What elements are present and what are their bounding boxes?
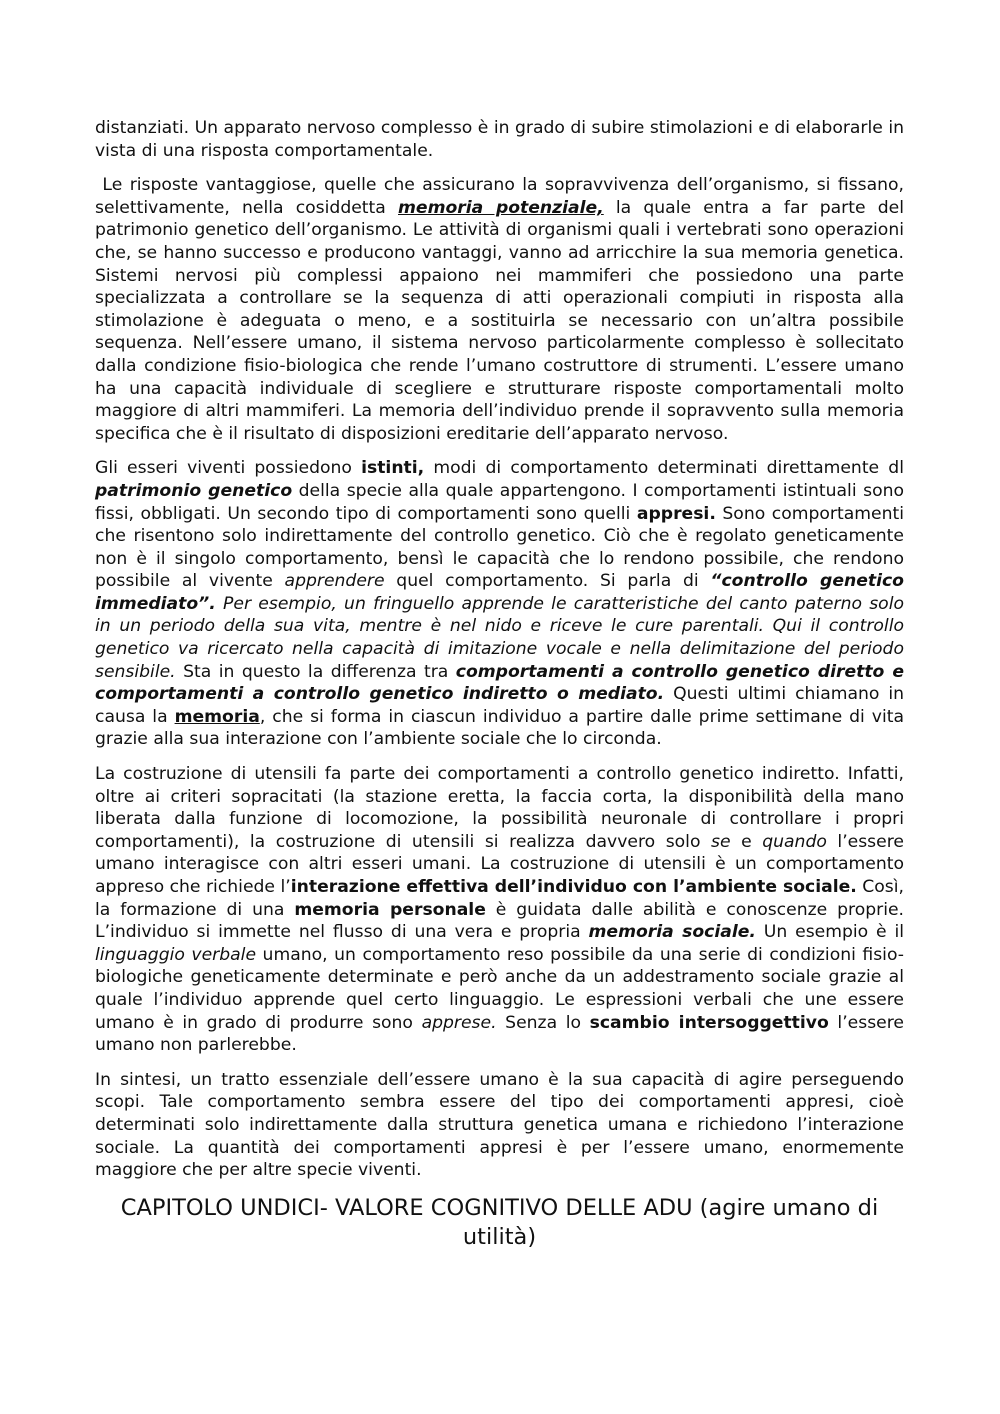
text-run: istinti, [361, 458, 425, 479]
text-run: Un esempio è il [755, 922, 904, 943]
text-run: memoria [174, 706, 260, 727]
text-run: Senza lo [496, 1012, 590, 1033]
text-run: quando [762, 831, 827, 852]
text-run: modi di comportamento determinati direttamente dl [424, 458, 904, 479]
paragraph-3 [95, 457, 904, 751]
text-run: l’essere umano non parlerebbe. [95, 1012, 904, 1056]
text-run: Per esempio, un fringuello apprende le caratteristiche del canto paterno solo in un periodo della sua vita, mentre è nel nido e riceve le cure parentali. Qui il controllo genetico va ricercato nella capacità di imitazione vocale e nella delimitazione del periodo sensibile. [95, 593, 904, 682]
text-run: e [730, 831, 763, 852]
text-run: “controllo genetico immediato”. [95, 571, 904, 614]
text-run: apprese. [421, 1012, 497, 1033]
text-run: se [711, 831, 731, 852]
text-run: comportamenti a controllo genetico diretto e comportamenti a controllo genetico indiretto o mediato. [95, 661, 905, 705]
paragraph-2 [95, 174, 904, 445]
text-run: è guidata dalle abilità e conoscenze proprie. L’individuo si immette nel flusso di una vera e propria [95, 899, 905, 943]
text-run: memoria personale [294, 899, 486, 920]
text-run: Sta in questo la differenza tra [175, 661, 456, 682]
text-run: Questi ultimi chiamano in causa la [95, 684, 904, 727]
document-page [95, 117, 904, 1252]
text-run: , che si forma in ciascun individuo a partire dalle prime settimane di vita grazie alla sua interazione con l’ambiente sociale che lo circonda. [95, 706, 904, 750]
text-run: Così, la formazione di una [95, 877, 904, 920]
text-run: patrimonio genetico [95, 480, 293, 501]
text-run: memoria potenziale, [398, 197, 604, 218]
paragraph-1 [95, 117, 904, 162]
text-run: Gli esseri viventi possiedono [95, 458, 362, 479]
text-run: La costruzione di utensili fa parte dei comportamenti a controllo genetico indiretto. Infatti, oltre ai criteri sopracitati (la stazione eretta, la faccia corta, la disponibilità della mano liberata dalla funzione di locomozione, la possibilità neuronale di controllare i propri comportamenti), la costruzione di utensili si realizza davvero solo [95, 764, 904, 852]
text-run: appresi. [636, 503, 716, 524]
text-run: scambio intersoggettivo [589, 1012, 829, 1033]
text-run: Le risposte vantaggiose, quelle che assicurano la sopravvivenza dell’organismo, si fissano, selettivamente, nella cosiddetta [95, 175, 904, 218]
paragraph-4 [95, 763, 904, 1057]
text-run: la quale entra a far parte del patrimonio genetico dell’organismo. Le attività di organismi quali i vertebrati sono operazioni che, se hanno successo e producono vantaggi, vanno ad arricchire la sua memoria genetica. Sistemi nervosi più complessi appaiono nei mammiferi che possiedono una parte specializzata a controllare se la sequenza di atti operazionali compiuti in risposta alla stimolazione è adeguata o meno, e a sostituirla se necessario con un’altra possibile sequenza. Nell’essere umano, il sistema nervoso particolarmente complesso è sollecitato dalla condizione fisio-biologica che rende l’umano costruttore di strumenti. L’essere umano ha una capacità individuale di scegliere e strutturare risposte comportamentali molto maggiore di altri mammiferi. La memoria dell’individuo prende il sopravvento sulla memoria specifica che è il risultato di disposizioni ereditarie dell’apparato nervoso. [95, 197, 904, 444]
text-run: memoria sociale. [588, 922, 756, 943]
text-run: linguaggio verbale [95, 944, 257, 965]
text-run: umano, un comportamento reso possibile da una serie di condizioni fisio- biologiche geneticamente determinate e però anche da un addestramento sociale grazie al quale l’individuo apprende quel certo linguaggio. Le espressioni verbali che une essere umano è in grado di produrre sono [95, 944, 904, 1033]
text-run: quel comportamento. Si parla di [384, 571, 711, 592]
text-run: Sono comportamenti che risentono solo indirettamente del controllo genetico. Ciò che è regolato geneticamente non è il singolo comportamento, bensì le capacità che lo rendono possibile, che rendono possibile al vivente [95, 503, 904, 592]
text-run: della specie alla quale appartengono. I comportamenti istintuali sono fissi, obbligati. Un secondo tipo di comportamenti sono quelli [95, 480, 904, 524]
text-run: apprendere [284, 571, 385, 592]
chapter-heading: CAPITOLO UNDICI- VALORE COGNITIVO DELLE ADU (agire umano di utilità) [120, 1194, 879, 1250]
text-run [216, 594, 223, 614]
paragraph-5 [95, 1069, 904, 1182]
text-run: l’essere umano interagisce con altri esseri umani. La costruzione di utensili è un comportamento appreso che richiede l’ [95, 831, 904, 897]
text-run: interazione effettiva dell’individuo con l’ambiente sociale. [290, 877, 857, 897]
text-run: In sintesi, un tratto essenziale dell’essere umano è la sua capacità di agire perseguendo scopi. Tale comportamento sembra essere del tipo dei comportamenti appresi, cioè determinati solo indirettamente dalla struttura genetica umana e richiedono l’interazione sociale. La quantità dei comportamenti appresi è per l’essere umano, enormemente maggiore che per altre specie viventi. [95, 1069, 904, 1181]
text-run: distanziati. Un apparato nervoso complesso è in grado di subire stimolazioni e di elaborarle in vista di una risposta comportamentale. [95, 118, 904, 161]
